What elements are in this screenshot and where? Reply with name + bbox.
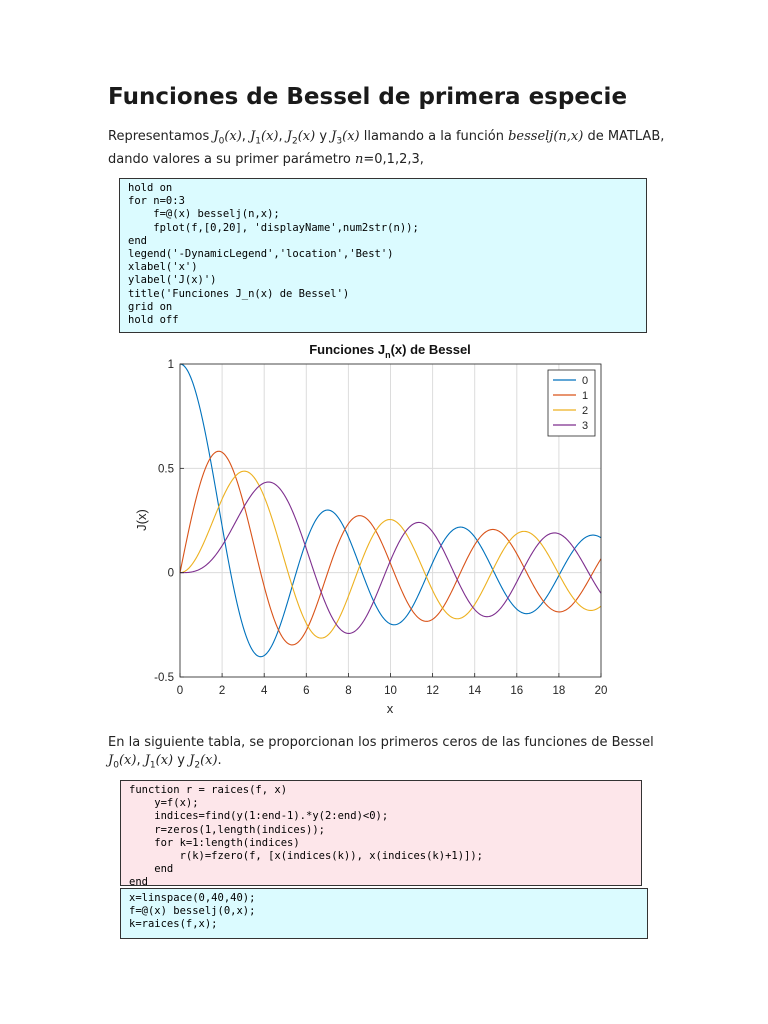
table-intro-paragraph: En la siguiente tabla, se proporcionan los primeros ceros de las funciones de Bessel $J_0(x)$, $J_1(x)$ y $J_2(x)$. <box>108 735 654 771</box>
x-tick-label: 18 <box>552 685 566 697</box>
legend <box>548 370 595 436</box>
code-block-plot: hold on for n=0:3 f=@(x) besselj(n,x); fplot(f,[0,20], 'displayName',num2str(n)); end legend('-DynamicLegend','location','Best') xlabel('x') ylabel('J(x)') title('Funciones J_n(x) de Bessel') grid on hold off <box>119 178 647 333</box>
legend-label-1: 1 <box>582 390 589 402</box>
x-tick-label: 12 <box>426 685 439 697</box>
chart-title: Funciones $J_n(x)$ de Bessel <box>309 342 471 360</box>
x-tick-label: 0 <box>176 685 184 697</box>
page-title: Funciones de Bessel de primera especie <box>108 84 628 110</box>
legend-label-2: 2 <box>582 405 589 417</box>
code-block-call: x=linspace(0,40,40); f=@(x) besselj(0,x); k=raices(f,x); <box>120 888 648 939</box>
bessel-chart <box>128 334 628 724</box>
x-tick-label: 6 <box>303 685 310 697</box>
y-tick-label: 0 <box>167 567 174 580</box>
y-tick-label: 0.5 <box>158 463 174 476</box>
y-tick-label: 1 <box>167 359 174 371</box>
y-tick-label: -0.5 <box>154 672 174 684</box>
code-block-raices-function: function r = raices(f, x) y=f(x); indices=find(y(1:end-1).*y(2:end)<0); r=zeros(1,length(indices)); for k=1:length(indices) r(k)=fzero(f, [x(indices(k)), x(indices(k)+1)]); end end <box>120 780 642 886</box>
legend-label-0: 0 <box>582 375 589 387</box>
x-tick-label: 10 <box>384 685 397 697</box>
legend-label-3: 3 <box>582 420 589 432</box>
x-tick-label: 4 <box>260 685 268 697</box>
x-tick-label: 16 <box>510 685 524 697</box>
x-axis-label: x <box>386 701 394 716</box>
y-axis-label: J(x) <box>134 509 149 531</box>
x-tick-label: 14 <box>468 685 482 697</box>
x-tick-label: 8 <box>345 685 352 697</box>
intro-paragraph: Representamos $J_0(x)$, $J_1(x)$, $J_2(x)$ y $J_3(x)$ llamando a la función besselj(n,x) de MATLAB, dando valores a su primer parámetro n=0,1,2,3, <box>108 129 665 167</box>
x-tick-label: 2 <box>218 685 226 697</box>
x-tick-label: 20 <box>594 685 608 697</box>
